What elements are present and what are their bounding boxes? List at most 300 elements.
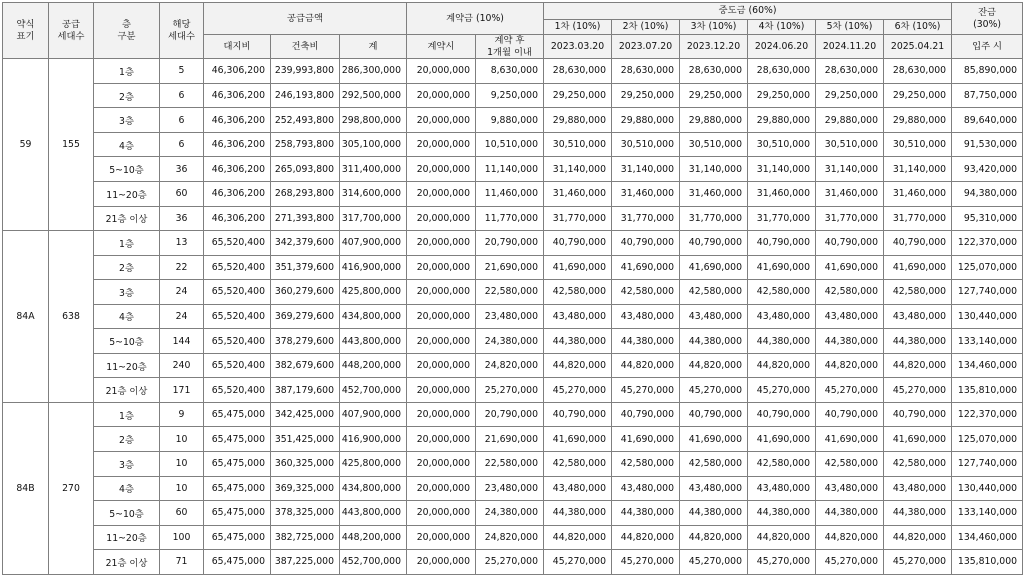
floor-cell: 5~10층 [94, 501, 160, 526]
amount-cell: 24,380,000 [476, 501, 544, 526]
unit-type-cell: 84B [3, 402, 49, 574]
amount-cell: 44,380,000 [612, 501, 680, 526]
amount-cell: 65,475,000 [204, 525, 271, 550]
amount-cell: 133,140,000 [952, 329, 1023, 354]
amount-cell: 125,070,000 [952, 427, 1023, 452]
amount-cell: 44,820,000 [816, 525, 884, 550]
amount-cell: 43,480,000 [884, 476, 952, 501]
amount-cell: 65,520,400 [204, 378, 271, 403]
amount-cell: 45,270,000 [680, 550, 748, 575]
amount-cell: 45,270,000 [612, 378, 680, 403]
unit-type-cell: 59 [3, 59, 49, 231]
amount-cell: 9,880,000 [476, 108, 544, 133]
header-middle-date-4: 2024.06.20 [748, 35, 816, 59]
header-supply-price: 공급금액 [204, 3, 407, 35]
amount-cell: 31,460,000 [612, 181, 680, 206]
amount-cell: 40,790,000 [816, 231, 884, 256]
table-row [3, 525, 1023, 550]
amount-cell: 43,480,000 [612, 476, 680, 501]
amount-cell: 44,380,000 [544, 501, 612, 526]
floor-cell: 4층 [94, 476, 160, 501]
header-middle-2: 2차 (10%) [612, 20, 680, 35]
amount-cell: 135,810,000 [952, 378, 1023, 403]
amount-cell: 25,270,000 [476, 378, 544, 403]
units-cell: 24 [160, 280, 204, 305]
amount-cell: 65,520,400 [204, 255, 271, 280]
amount-cell: 43,480,000 [884, 304, 952, 329]
price-table [2, 2, 1023, 575]
amount-cell: 85,890,000 [952, 59, 1023, 84]
amount-cell: 44,820,000 [680, 353, 748, 378]
amount-cell: 42,580,000 [612, 451, 680, 476]
amount-cell: 43,480,000 [748, 476, 816, 501]
amount-cell: 416,900,000 [340, 427, 407, 452]
header-balance: 잔금 (30%) [952, 3, 1023, 35]
amount-cell: 416,900,000 [340, 255, 407, 280]
amount-cell: 378,325,000 [271, 501, 340, 526]
amount-cell: 40,790,000 [612, 231, 680, 256]
unit-type-cell: 84A [3, 231, 49, 403]
amount-cell: 41,690,000 [612, 427, 680, 452]
amount-cell: 443,800,000 [340, 501, 407, 526]
table-row [3, 157, 1023, 182]
units-cell: 71 [160, 550, 204, 575]
floor-cell: 21층 이상 [94, 206, 160, 231]
amount-cell: 43,480,000 [544, 304, 612, 329]
floor-cell: 11~20층 [94, 525, 160, 550]
amount-cell: 44,380,000 [748, 329, 816, 354]
header-middle-5: 5차 (10%) [816, 20, 884, 35]
units-cell: 22 [160, 255, 204, 280]
units-cell: 240 [160, 353, 204, 378]
amount-cell: 11,770,000 [476, 206, 544, 231]
floor-cell: 1층 [94, 59, 160, 84]
amount-cell: 122,370,000 [952, 231, 1023, 256]
amount-cell: 44,820,000 [612, 353, 680, 378]
amount-cell: 31,140,000 [816, 157, 884, 182]
amount-cell: 40,790,000 [680, 402, 748, 427]
amount-cell: 65,520,400 [204, 280, 271, 305]
amount-cell: 360,279,600 [271, 280, 340, 305]
header-building: 건축비 [271, 35, 340, 59]
amount-cell: 452,700,000 [340, 550, 407, 575]
amount-cell: 44,380,000 [884, 501, 952, 526]
table-row [3, 378, 1023, 403]
amount-cell: 41,690,000 [544, 255, 612, 280]
amount-cell: 25,270,000 [476, 550, 544, 575]
amount-cell: 43,480,000 [680, 304, 748, 329]
amount-cell: 31,460,000 [680, 181, 748, 206]
amount-cell: 44,380,000 [680, 501, 748, 526]
amount-cell: 20,000,000 [407, 83, 476, 108]
header-middle-date-2: 2023.07.20 [612, 35, 680, 59]
amount-cell: 46,306,200 [204, 83, 271, 108]
amount-cell: 43,480,000 [816, 304, 884, 329]
amount-cell: 29,880,000 [748, 108, 816, 133]
header-contract-sign: 계약시 [407, 35, 476, 59]
amount-cell: 31,140,000 [544, 157, 612, 182]
amount-cell: 31,770,000 [680, 206, 748, 231]
amount-cell: 45,270,000 [816, 378, 884, 403]
amount-cell: 40,790,000 [884, 402, 952, 427]
amount-cell: 30,510,000 [884, 132, 952, 157]
amount-cell: 378,279,600 [271, 329, 340, 354]
amount-cell: 42,580,000 [680, 280, 748, 305]
header-middle-3: 3차 (10%) [680, 20, 748, 35]
amount-cell: 65,520,400 [204, 353, 271, 378]
header-middle-4: 4차 (10%) [748, 20, 816, 35]
amount-cell: 44,820,000 [884, 353, 952, 378]
units-cell: 6 [160, 83, 204, 108]
amount-cell: 42,580,000 [544, 280, 612, 305]
table-row [3, 108, 1023, 133]
header-units: 해당 세대수 [160, 3, 204, 59]
amount-cell: 20,000,000 [407, 304, 476, 329]
amount-cell: 46,306,200 [204, 59, 271, 84]
amount-cell: 29,250,000 [612, 83, 680, 108]
units-cell: 24 [160, 304, 204, 329]
amount-cell: 452,700,000 [340, 378, 407, 403]
amount-cell: 246,193,800 [271, 83, 340, 108]
amount-cell: 43,480,000 [612, 304, 680, 329]
floor-cell: 21층 이상 [94, 378, 160, 403]
amount-cell: 40,790,000 [748, 231, 816, 256]
table-body [3, 59, 1023, 574]
units-cell: 36 [160, 157, 204, 182]
amount-cell: 40,790,000 [748, 402, 816, 427]
amount-cell: 443,800,000 [340, 329, 407, 354]
units-cell: 10 [160, 427, 204, 452]
amount-cell: 407,900,000 [340, 402, 407, 427]
amount-cell: 130,440,000 [952, 304, 1023, 329]
amount-cell: 448,200,000 [340, 525, 407, 550]
amount-cell: 24,820,000 [476, 525, 544, 550]
units-cell: 100 [160, 525, 204, 550]
amount-cell: 29,250,000 [816, 83, 884, 108]
amount-cell: 10,510,000 [476, 132, 544, 157]
amount-cell: 20,000,000 [407, 231, 476, 256]
amount-cell: 46,306,200 [204, 157, 271, 182]
amount-cell: 29,250,000 [748, 83, 816, 108]
amount-cell: 20,000,000 [407, 108, 476, 133]
header-total: 계 [340, 35, 407, 59]
amount-cell: 20,000,000 [407, 157, 476, 182]
amount-cell: 369,279,600 [271, 304, 340, 329]
amount-cell: 42,580,000 [612, 280, 680, 305]
amount-cell: 65,475,000 [204, 451, 271, 476]
amount-cell: 434,800,000 [340, 304, 407, 329]
amount-cell: 360,325,000 [271, 451, 340, 476]
amount-cell: 65,520,400 [204, 304, 271, 329]
units-cell: 13 [160, 231, 204, 256]
amount-cell: 122,370,000 [952, 402, 1023, 427]
header-middle-date-6: 2025.04.21 [884, 35, 952, 59]
amount-cell: 20,000,000 [407, 501, 476, 526]
amount-cell: 87,750,000 [952, 83, 1023, 108]
table-row [3, 329, 1023, 354]
table-row [3, 353, 1023, 378]
amount-cell: 44,820,000 [612, 525, 680, 550]
amount-cell: 43,480,000 [544, 476, 612, 501]
header-middle-6: 6차 (10%) [884, 20, 952, 35]
amount-cell: 265,093,800 [271, 157, 340, 182]
amount-cell: 134,460,000 [952, 525, 1023, 550]
amount-cell: 30,510,000 [612, 132, 680, 157]
amount-cell: 46,306,200 [204, 206, 271, 231]
amount-cell: 45,270,000 [748, 378, 816, 403]
amount-cell: 41,690,000 [680, 427, 748, 452]
amount-cell: 20,000,000 [407, 451, 476, 476]
amount-cell: 24,820,000 [476, 353, 544, 378]
amount-cell: 31,770,000 [748, 206, 816, 231]
amount-cell: 30,510,000 [544, 132, 612, 157]
amount-cell: 20,000,000 [407, 59, 476, 84]
amount-cell: 22,580,000 [476, 280, 544, 305]
amount-cell: 20,000,000 [407, 476, 476, 501]
amount-cell: 44,820,000 [544, 525, 612, 550]
amount-cell: 268,293,800 [271, 181, 340, 206]
amount-cell: 65,475,000 [204, 501, 271, 526]
amount-cell: 30,510,000 [748, 132, 816, 157]
amount-cell: 44,380,000 [680, 329, 748, 354]
header-type: 약식 표기 [3, 3, 49, 59]
amount-cell: 42,580,000 [884, 451, 952, 476]
table-row [3, 304, 1023, 329]
units-cell: 9 [160, 402, 204, 427]
floor-cell: 2층 [94, 427, 160, 452]
amount-cell: 40,790,000 [884, 231, 952, 256]
amount-cell: 43,480,000 [680, 476, 748, 501]
header-floor: 층 구분 [94, 3, 160, 59]
amount-cell: 91,530,000 [952, 132, 1023, 157]
floor-cell: 21층 이상 [94, 550, 160, 575]
amount-cell: 20,000,000 [407, 525, 476, 550]
units-cell: 171 [160, 378, 204, 403]
amount-cell: 31,460,000 [748, 181, 816, 206]
table-row [3, 451, 1023, 476]
supply-units-cell: 270 [49, 402, 94, 574]
amount-cell: 11,460,000 [476, 181, 544, 206]
units-cell: 6 [160, 108, 204, 133]
amount-cell: 43,480,000 [748, 304, 816, 329]
table-row [3, 59, 1023, 84]
amount-cell: 31,770,000 [544, 206, 612, 231]
floor-cell: 1층 [94, 231, 160, 256]
header-middle-1: 1차 (10%) [544, 20, 612, 35]
amount-cell: 41,690,000 [612, 255, 680, 280]
amount-cell: 45,270,000 [612, 550, 680, 575]
amount-cell: 425,800,000 [340, 451, 407, 476]
amount-cell: 31,770,000 [884, 206, 952, 231]
amount-cell: 44,820,000 [748, 525, 816, 550]
amount-cell: 135,810,000 [952, 550, 1023, 575]
amount-cell: 40,790,000 [544, 402, 612, 427]
amount-cell: 448,200,000 [340, 353, 407, 378]
amount-cell: 44,380,000 [748, 501, 816, 526]
amount-cell: 46,306,200 [204, 132, 271, 157]
amount-cell: 23,480,000 [476, 476, 544, 501]
amount-cell: 342,425,000 [271, 402, 340, 427]
amount-cell: 407,900,000 [340, 231, 407, 256]
table-row [3, 476, 1023, 501]
amount-cell: 382,725,000 [271, 525, 340, 550]
amount-cell: 20,000,000 [407, 402, 476, 427]
units-cell: 6 [160, 132, 204, 157]
header-contract-after: 계약 후 1개월 이내 [476, 35, 544, 59]
amount-cell: 314,600,000 [340, 181, 407, 206]
supply-units-cell: 155 [49, 59, 94, 231]
amount-cell: 311,400,000 [340, 157, 407, 182]
amount-cell: 425,800,000 [340, 280, 407, 305]
table-row [3, 550, 1023, 575]
amount-cell: 127,740,000 [952, 280, 1023, 305]
table-row [3, 181, 1023, 206]
amount-cell: 41,690,000 [816, 427, 884, 452]
amount-cell: 31,460,000 [884, 181, 952, 206]
amount-cell: 29,880,000 [680, 108, 748, 133]
supply-units-cell: 638 [49, 231, 94, 403]
amount-cell: 41,690,000 [816, 255, 884, 280]
table-row [3, 132, 1023, 157]
amount-cell: 65,520,400 [204, 329, 271, 354]
amount-cell: 387,225,000 [271, 550, 340, 575]
floor-cell: 1층 [94, 402, 160, 427]
amount-cell: 369,325,000 [271, 476, 340, 501]
amount-cell: 125,070,000 [952, 255, 1023, 280]
table-row [3, 255, 1023, 280]
header-middle-date-5: 2024.11.20 [816, 35, 884, 59]
amount-cell: 31,770,000 [612, 206, 680, 231]
amount-cell: 9,250,000 [476, 83, 544, 108]
amount-cell: 31,770,000 [816, 206, 884, 231]
amount-cell: 44,380,000 [816, 329, 884, 354]
amount-cell: 20,000,000 [407, 255, 476, 280]
amount-cell: 28,630,000 [544, 59, 612, 84]
amount-cell: 271,393,800 [271, 206, 340, 231]
amount-cell: 42,580,000 [748, 451, 816, 476]
amount-cell: 31,460,000 [544, 181, 612, 206]
amount-cell: 8,630,000 [476, 59, 544, 84]
amount-cell: 29,250,000 [884, 83, 952, 108]
amount-cell: 134,460,000 [952, 353, 1023, 378]
units-cell: 60 [160, 501, 204, 526]
amount-cell: 31,460,000 [816, 181, 884, 206]
amount-cell: 24,380,000 [476, 329, 544, 354]
amount-cell: 44,380,000 [816, 501, 884, 526]
amount-cell: 40,790,000 [544, 231, 612, 256]
amount-cell: 258,793,800 [271, 132, 340, 157]
header-supply-units: 공급 세대수 [49, 3, 94, 59]
amount-cell: 45,270,000 [884, 378, 952, 403]
amount-cell: 20,000,000 [407, 206, 476, 231]
amount-cell: 20,000,000 [407, 427, 476, 452]
amount-cell: 93,420,000 [952, 157, 1023, 182]
amount-cell: 252,493,800 [271, 108, 340, 133]
amount-cell: 20,000,000 [407, 132, 476, 157]
amount-cell: 89,640,000 [952, 108, 1023, 133]
amount-cell: 94,380,000 [952, 181, 1023, 206]
header-contract: 계약금 (10%) [407, 3, 544, 35]
amount-cell: 31,140,000 [680, 157, 748, 182]
amount-cell: 40,790,000 [680, 231, 748, 256]
header-middle: 중도금 (60%) [544, 3, 952, 20]
amount-cell: 44,380,000 [884, 329, 952, 354]
amount-cell: 41,690,000 [544, 427, 612, 452]
amount-cell: 298,800,000 [340, 108, 407, 133]
amount-cell: 65,475,000 [204, 427, 271, 452]
amount-cell: 239,993,800 [271, 59, 340, 84]
amount-cell: 95,310,000 [952, 206, 1023, 231]
amount-cell: 28,630,000 [816, 59, 884, 84]
amount-cell: 286,300,000 [340, 59, 407, 84]
amount-cell: 43,480,000 [816, 476, 884, 501]
amount-cell: 29,880,000 [544, 108, 612, 133]
table-row [3, 501, 1023, 526]
amount-cell: 387,179,600 [271, 378, 340, 403]
amount-cell: 351,425,000 [271, 427, 340, 452]
amount-cell: 31,140,000 [884, 157, 952, 182]
amount-cell: 317,700,000 [340, 206, 407, 231]
amount-cell: 130,440,000 [952, 476, 1023, 501]
amount-cell: 29,880,000 [884, 108, 952, 133]
floor-cell: 3층 [94, 451, 160, 476]
amount-cell: 28,630,000 [680, 59, 748, 84]
amount-cell: 44,820,000 [680, 525, 748, 550]
amount-cell: 40,790,000 [816, 402, 884, 427]
table-row [3, 427, 1023, 452]
amount-cell: 29,250,000 [680, 83, 748, 108]
amount-cell: 44,820,000 [816, 353, 884, 378]
units-cell: 60 [160, 181, 204, 206]
amount-cell: 41,690,000 [748, 255, 816, 280]
amount-cell: 45,270,000 [544, 550, 612, 575]
amount-cell: 45,270,000 [680, 378, 748, 403]
amount-cell: 41,690,000 [748, 427, 816, 452]
units-cell: 144 [160, 329, 204, 354]
floor-cell: 4층 [94, 132, 160, 157]
header-middle-date-1: 2023.03.20 [544, 35, 612, 59]
amount-cell: 28,630,000 [748, 59, 816, 84]
amount-cell: 44,380,000 [612, 329, 680, 354]
amount-cell: 292,500,000 [340, 83, 407, 108]
amount-cell: 22,580,000 [476, 451, 544, 476]
amount-cell: 20,000,000 [407, 378, 476, 403]
amount-cell: 45,270,000 [884, 550, 952, 575]
amount-cell: 20,000,000 [407, 280, 476, 305]
units-cell: 10 [160, 451, 204, 476]
amount-cell: 42,580,000 [816, 280, 884, 305]
amount-cell: 42,580,000 [544, 451, 612, 476]
amount-cell: 434,800,000 [340, 476, 407, 501]
table-row [3, 402, 1023, 427]
amount-cell: 41,690,000 [884, 427, 952, 452]
amount-cell: 44,820,000 [748, 353, 816, 378]
amount-cell: 305,100,000 [340, 132, 407, 157]
amount-cell: 45,270,000 [816, 550, 884, 575]
floor-cell: 2층 [94, 83, 160, 108]
header-middle-date-3: 2023.12.20 [680, 35, 748, 59]
amount-cell: 44,380,000 [544, 329, 612, 354]
amount-cell: 42,580,000 [816, 451, 884, 476]
amount-cell: 382,679,600 [271, 353, 340, 378]
header-land: 대지비 [204, 35, 271, 59]
amount-cell: 20,790,000 [476, 402, 544, 427]
header-balance-when: 입주 시 [952, 35, 1023, 59]
amount-cell: 127,740,000 [952, 451, 1023, 476]
amount-cell: 42,580,000 [884, 280, 952, 305]
floor-cell: 3층 [94, 280, 160, 305]
amount-cell: 42,580,000 [748, 280, 816, 305]
